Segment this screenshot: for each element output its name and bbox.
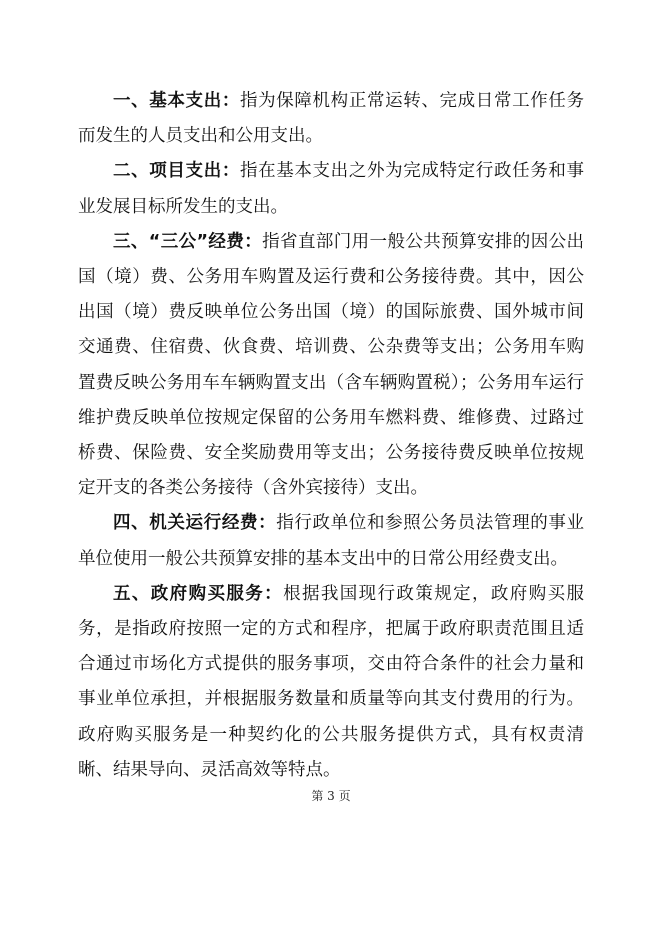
paragraph-agency-operating-funds — [78, 506, 584, 576]
definition-project-expenditure: 指在基本支出之外为完成特定行政任务和事业发展目标所发生的支出。 — [78, 161, 585, 217]
page-number: 第 3 页 — [311, 789, 351, 803]
definition-basic-expenditure: 指为保障机构正常运转、完成日常工作任务而发生的人员支出和公用支出。 — [78, 91, 585, 147]
definition-agency-operating-funds: 指行政单位和参照公务员法管理的事业单位使用一般公共预算安排的基本支出中的日常公用经费支出。 — [78, 513, 585, 569]
term-project-expenditure: 二、项目支出： — [113, 161, 240, 182]
definition-government-procurement-services: 根据我国现行政策规定，政府购买服务，是指政府按照一定的方式和程序，把属于政府职责范围且适合通过市场化方式提供的服务事项，交由符合条件的社会力量和事业单位承担，并根据服务数量和质量等向其支付费用的行为。政府购买服务是一种契约化的公共服务提供方式，具有权责清晰、结果导向、灵活高效等特点。 — [78, 583, 584, 780]
term-agency-operating-funds: 四、机关运行经费： — [113, 513, 277, 534]
term-basic-expenditure: 一、基本支出： — [113, 91, 240, 111]
definition-three-public-funds: 指省直部门用一般公共预算安排的因公出国（境）费、公务用车购置及运行费和公务接待费。其中，因公出国（境）费反映单位公务出国（境）的国际旅费、国外城市间交通费、住宿费、伙食费、培训费、公杂费等支出；公务用车购置费反映公务用车车辆购置支出（含车辆购置税）；公务用车运行维护费反映单位按规定保留的公务用车燃料费、维修费、过路过桥费、保险费、安全奖励费用等支出；公务接待费反映单位按规定开支的各类公务接待（含外宾接待）支出。 — [78, 231, 584, 499]
paragraph-government-procurement-services — [78, 577, 584, 788]
paragraph-project-expenditure — [78, 154, 584, 224]
paragraph-basic-expenditure — [78, 84, 584, 154]
term-three-public-funds: 三、“三公”经费： — [113, 231, 263, 252]
document-body — [78, 84, 584, 788]
term-government-procurement-services: 五、政府购买服务： — [113, 583, 284, 604]
paragraph-three-public-funds — [78, 225, 584, 507]
